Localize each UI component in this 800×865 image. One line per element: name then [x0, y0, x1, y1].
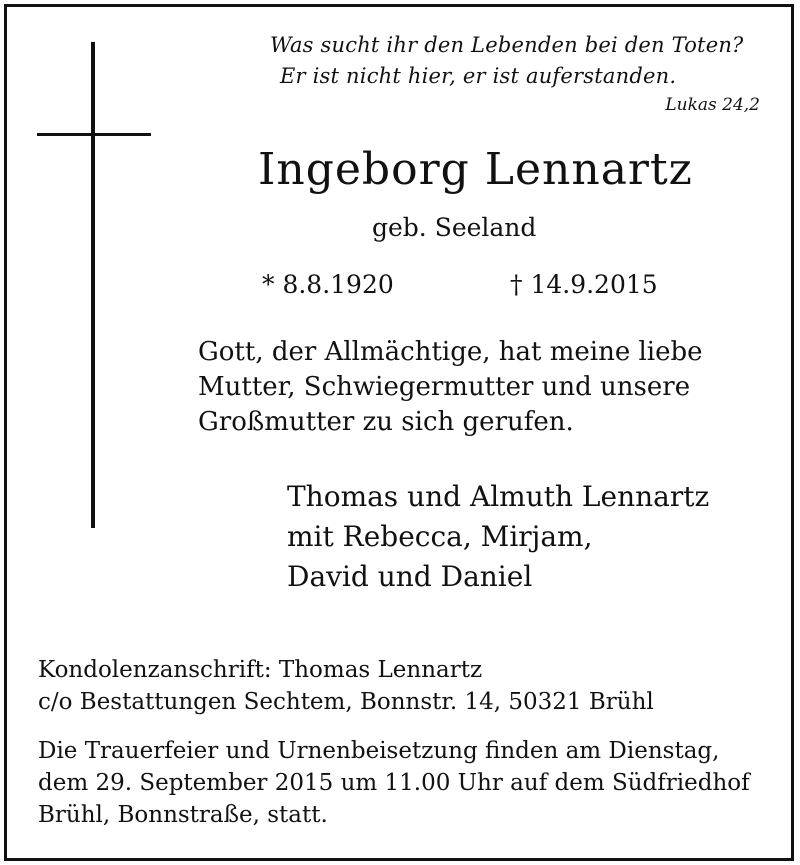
mourners-line-3: David und Daniel — [287, 560, 533, 593]
quote-line-2: Er ist nicht hier, er ist auferstanden. — [280, 64, 677, 88]
quote-reference: Lukas 24,2 — [665, 95, 760, 115]
message-line-2: Mutter, Schwiegermutter und unsere — [198, 372, 691, 402]
funeral-line-1: Die Trauerfeier und Urnenbeisetzung finden am Dienstag, — [38, 738, 720, 764]
condolence-line-2: c/o Bestattungen Sechtem, Bonnstr. 14, 50321 Brühl — [38, 689, 654, 715]
birth-date: * 8.8.1920 — [262, 270, 394, 299]
funeral-line-2: dem 29. September 2015 um 11.00 Uhr auf dem Südfriedhof — [38, 770, 750, 796]
message-line-1: Gott, der Allmächtige, hat meine liebe — [198, 337, 703, 367]
notice-message — [198, 335, 758, 440]
quote-line-1: Was sucht ihr den Lebenden bei den Toten? — [270, 33, 744, 57]
funeral-info — [38, 735, 750, 831]
message-line-3: Großmutter zu sich gerufen. — [198, 407, 574, 437]
mourners-line-1: Thomas und Almuth Lennartz — [287, 480, 710, 513]
mourners-line-2: mit Rebecca, Mirjam, — [287, 520, 593, 553]
maiden-name: geb. Seeland — [372, 213, 537, 242]
death-date: † 14.9.2015 — [510, 270, 658, 299]
deceased-name: Ingeborg Lennartz — [258, 144, 693, 195]
cross-vertical-bar — [91, 42, 95, 528]
cross-horizontal-bar — [37, 133, 151, 136]
condolence-line-1: Kondolenzanschrift: Thomas Lennartz — [38, 657, 483, 683]
bible-quote — [270, 30, 760, 92]
mourners — [287, 477, 709, 597]
funeral-line-3: Brühl, Bonnstraße, statt. — [38, 802, 328, 828]
condolence-address — [38, 654, 654, 718]
